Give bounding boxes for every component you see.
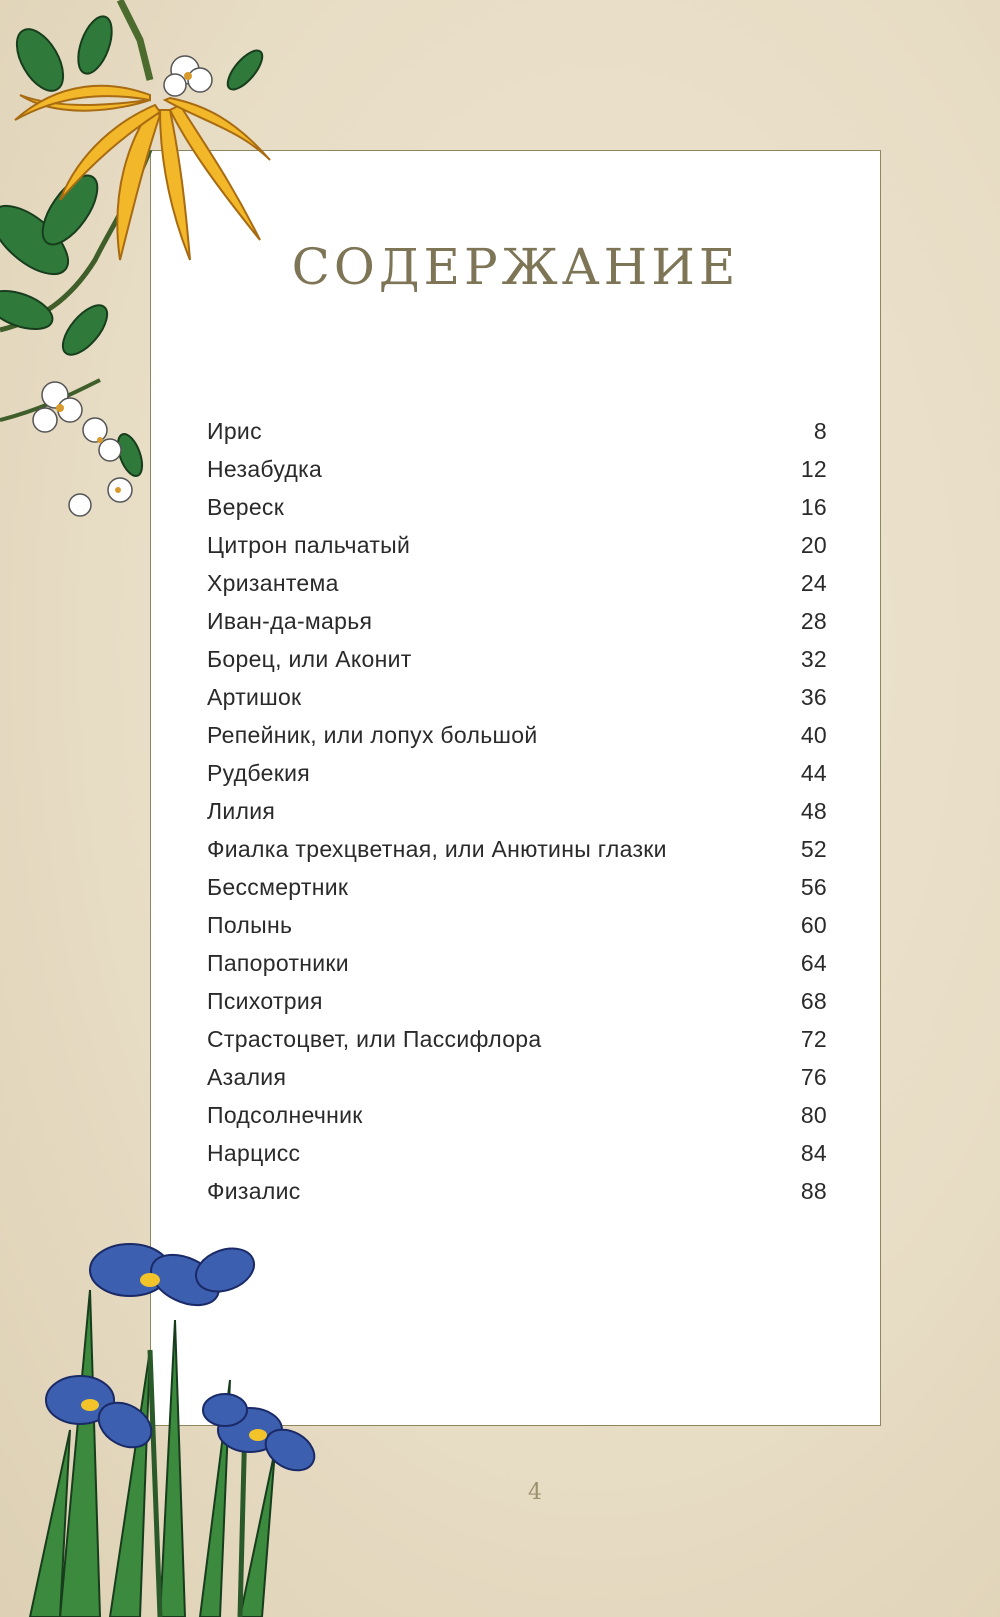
toc-entry-title: Ирис	[207, 418, 262, 444]
toc-entry[interactable]	[207, 1026, 827, 1064]
toc-entry-page: 44	[800, 760, 827, 786]
toc-entry-page: 8	[813, 418, 827, 444]
toc-entry-page: 56	[800, 874, 827, 900]
toc-entry[interactable]	[207, 874, 827, 912]
toc-entry[interactable]	[207, 912, 827, 950]
toc-entry-title: Незабудка	[207, 456, 323, 482]
toc-entry[interactable]	[207, 950, 827, 988]
toc-entry-title: Репейник, или лопух большой	[207, 722, 538, 748]
toc-entry[interactable]	[207, 418, 827, 456]
toc-entry[interactable]	[207, 456, 827, 494]
toc-entry-title: Азалия	[207, 1064, 287, 1090]
toc-entry-page: 64	[800, 950, 827, 976]
toc-entry-title: Бессмертник	[207, 874, 349, 900]
toc-entry-title: Папоротники	[207, 950, 349, 976]
toc-entry[interactable]	[207, 1178, 827, 1216]
toc-entry-page: 28	[800, 608, 827, 634]
toc-entry-title: Полынь	[207, 912, 293, 938]
toc-entry-title: Борец, или Аконит	[207, 646, 412, 672]
toc-entry-page: 60	[800, 912, 827, 938]
toc-entry-page: 48	[800, 798, 827, 824]
toc-entry-page: 36	[800, 684, 827, 710]
toc-entry[interactable]	[207, 608, 827, 646]
toc-entry[interactable]	[207, 1102, 827, 1140]
toc-entry[interactable]	[207, 494, 827, 532]
table-of-contents	[207, 418, 827, 1216]
toc-entry-title: Иван-да-марья	[207, 608, 373, 634]
toc-entry-page: 40	[800, 722, 827, 748]
toc-entry[interactable]	[207, 684, 827, 722]
toc-entry[interactable]	[207, 570, 827, 608]
toc-entry-title: Страстоцвет, или Пассифлора	[207, 1026, 542, 1052]
page-title: СОДЕРЖАНИЕ	[291, 238, 740, 296]
toc-entry-title: Нарцисс	[207, 1140, 301, 1166]
toc-entry-title: Цитрон пальчатый	[207, 532, 411, 558]
toc-entry[interactable]	[207, 798, 827, 836]
toc-entry-page: 12	[800, 456, 827, 482]
iris-illustration	[0, 1230, 350, 1617]
toc-entry-title: Психотрия	[207, 988, 323, 1014]
toc-entry-page: 76	[800, 1064, 827, 1090]
toc-entry[interactable]	[207, 988, 827, 1026]
toc-entry[interactable]	[207, 532, 827, 570]
toc-entry[interactable]	[207, 836, 827, 874]
toc-entry-page: 68	[800, 988, 827, 1014]
toc-entry-title: Физалис	[207, 1178, 301, 1204]
toc-entry-page: 80	[800, 1102, 827, 1128]
toc-entry-page: 24	[800, 570, 827, 596]
toc-entry[interactable]	[207, 1140, 827, 1178]
toc-entry[interactable]	[207, 760, 827, 798]
toc-entry-title: Фиалка трехцветная, или Анютины глазки	[207, 836, 667, 862]
page-number: 4	[528, 1480, 542, 1505]
toc-entry-page: 20	[800, 532, 827, 558]
toc-entry[interactable]	[207, 646, 827, 684]
toc-entry-title: Артишок	[207, 684, 302, 710]
toc-entry-page: 88	[800, 1178, 827, 1204]
toc-entry-page: 84	[800, 1140, 827, 1166]
toc-entry[interactable]	[207, 722, 827, 760]
toc-entry-title: Вереск	[207, 494, 285, 520]
toc-entry-title: Лилия	[207, 798, 276, 824]
toc-entry-title: Подсолнечник	[207, 1102, 363, 1128]
toc-entry[interactable]	[207, 1064, 827, 1102]
toc-entry-title: Рудбекия	[207, 760, 310, 786]
toc-entry-page: 72	[800, 1026, 827, 1052]
toc-entry-page: 32	[800, 646, 827, 672]
toc-entry-title: Хризантема	[207, 570, 339, 596]
toc-entry-page: 16	[800, 494, 827, 520]
toc-entry-page: 52	[800, 836, 827, 862]
